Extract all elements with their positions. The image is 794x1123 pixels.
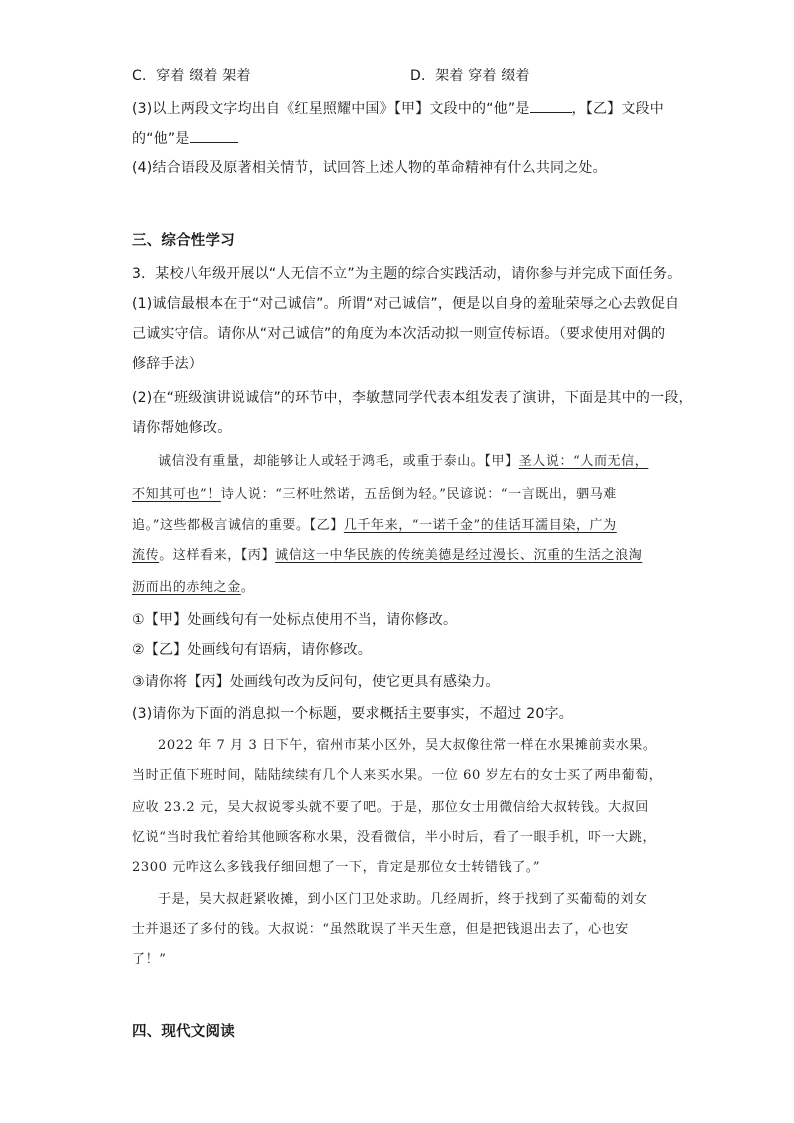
sub2-line2: 请你帮她修改。 [132,420,232,436]
option-d: D．架着 穿着 缀着 [410,68,530,84]
answer-blank-1[interactable] [530,98,572,113]
speech-l1-underlined: 圣人说：“人而无信， [518,454,649,469]
q3-intro: 3．某校八年级开展以“人无信不立”为主题的综合实践活动，请你参与并完成下面任务。 [132,266,682,282]
speech-l3-plain: 追。”这些都极言诚信的重要。【乙】 [132,518,344,533]
option-c: C．穿着 缀着 架着 [132,68,251,84]
news-line1: 2022 年 7 月 3 日下午，宿州市某小区外，吴大叔像往常一样在水果摊前卖水果。 [158,738,657,753]
news-line4: 忆说“当时我忙着给其他顾客称水果，没看微信，半小时后，看了一眼手机，吓一大跳， [132,830,657,845]
q2-sub3-line2 [132,128,238,149]
speech-l2-underlined: 不知其可也”！ [132,487,221,502]
q2-sub3-text-c: 的“他”是 [132,131,190,147]
news-line2: 当时正值下班时间，陆陆续续有几个人来买水果。一位 60 岁左右的女士买了两串葡萄， [132,768,663,783]
sub1-line2: 己诚实守信。请你从“对己诚信”的角度为本次活动拟一则宣传标语。（要求使用对偶的 [132,326,666,342]
sub2-line1: (2)在“班级演讲说诚信”的环节中，李敏慧同学代表本组发表了演讲，下面是其中的一段， [132,390,693,406]
q2-sub3-line1 [132,98,664,119]
news-line7: 士并退还了多付的钱。大叔说：“虽然耽误了半天生意，但是把钱退出去了，心也安 [132,922,629,937]
sub3-instruction: (3)请你为下面的消息拟一个标题，要求概括主要事实，不超过 20字。 [132,706,573,722]
speech-l2-plain: 诗人说：“三杯吐然诺，五岳倒为轻。”民谚说：“一言既出，驷马难 [220,487,617,502]
sub1-line3: 修辞手法） [132,356,203,372]
task-3: ③请你将【丙】处画线句改为反问句，使它更具有感染力。 [132,674,500,690]
q2-sub3-text-b: ，【乙】文段中 [571,101,664,117]
speech-line5 [132,578,254,598]
speech-l5-underlined: 沥而出的赤纯之金 [132,580,241,595]
section-3-title: 三、综合性学习 [132,233,235,249]
speech-l3-underlined: 几千年来，“一诺千金”的佳话耳濡目染，广为 [343,518,617,533]
answer-blank-2[interactable] [190,128,238,143]
speech-l5-plain: 。 [240,580,255,595]
speech-line3 [132,516,617,536]
speech-l4-underlined: 流传 [132,548,160,563]
speech-line2 [132,485,617,505]
sub1-line1: (1)诚信最根本在于“对己诚信”。所谓“对己诚信”，便是以自身的羞耻荣辱之心去敦促自 [132,296,680,312]
speech-l1-plain: 诚信没有重量，却能够让人或轻于鸿毛，或重于泰山。【甲】 [158,454,519,469]
news-line6: 于是，吴大叔赶紧收摊，到小区门卫处求助。几经周折，终于找到了买葡萄的刘女 [158,892,648,907]
section-4-title: 四、现代文阅读 [132,1024,235,1040]
speech-line1 [158,452,648,472]
task-1: ①【甲】处画线句有一处标点使用不当，请你修改。 [132,612,458,628]
speech-l4-plain: 。这样看来，【丙】 [159,548,276,563]
speech-l4-underlined-2: 诚信这一中华民族的传统美德是经过漫长、沉重的生活之浪淘 [275,548,643,563]
news-line5: 2300 元咋这么多钱我仔细回想了一下，肯定是那位女士转错钱了。” [132,860,541,875]
q2-sub3-text-a: (3)以上两段文字均出自《红星照耀中国》【甲】文段中的“他”是 [132,101,530,117]
task-2: ②【乙】处画线句有语病，请你修改。 [132,642,372,658]
speech-line4 [132,546,642,566]
q2-sub4: (4)结合语段及原著相关情节，试回答上述人物的革命精神有什么共同之处。 [132,160,607,176]
news-line8: 了！” [132,952,167,967]
news-line3: 应收 23.2 元，吴大叔说零头就不要了吧。于是，那位女士用微信给大叔转钱。大叔回 [132,800,649,815]
